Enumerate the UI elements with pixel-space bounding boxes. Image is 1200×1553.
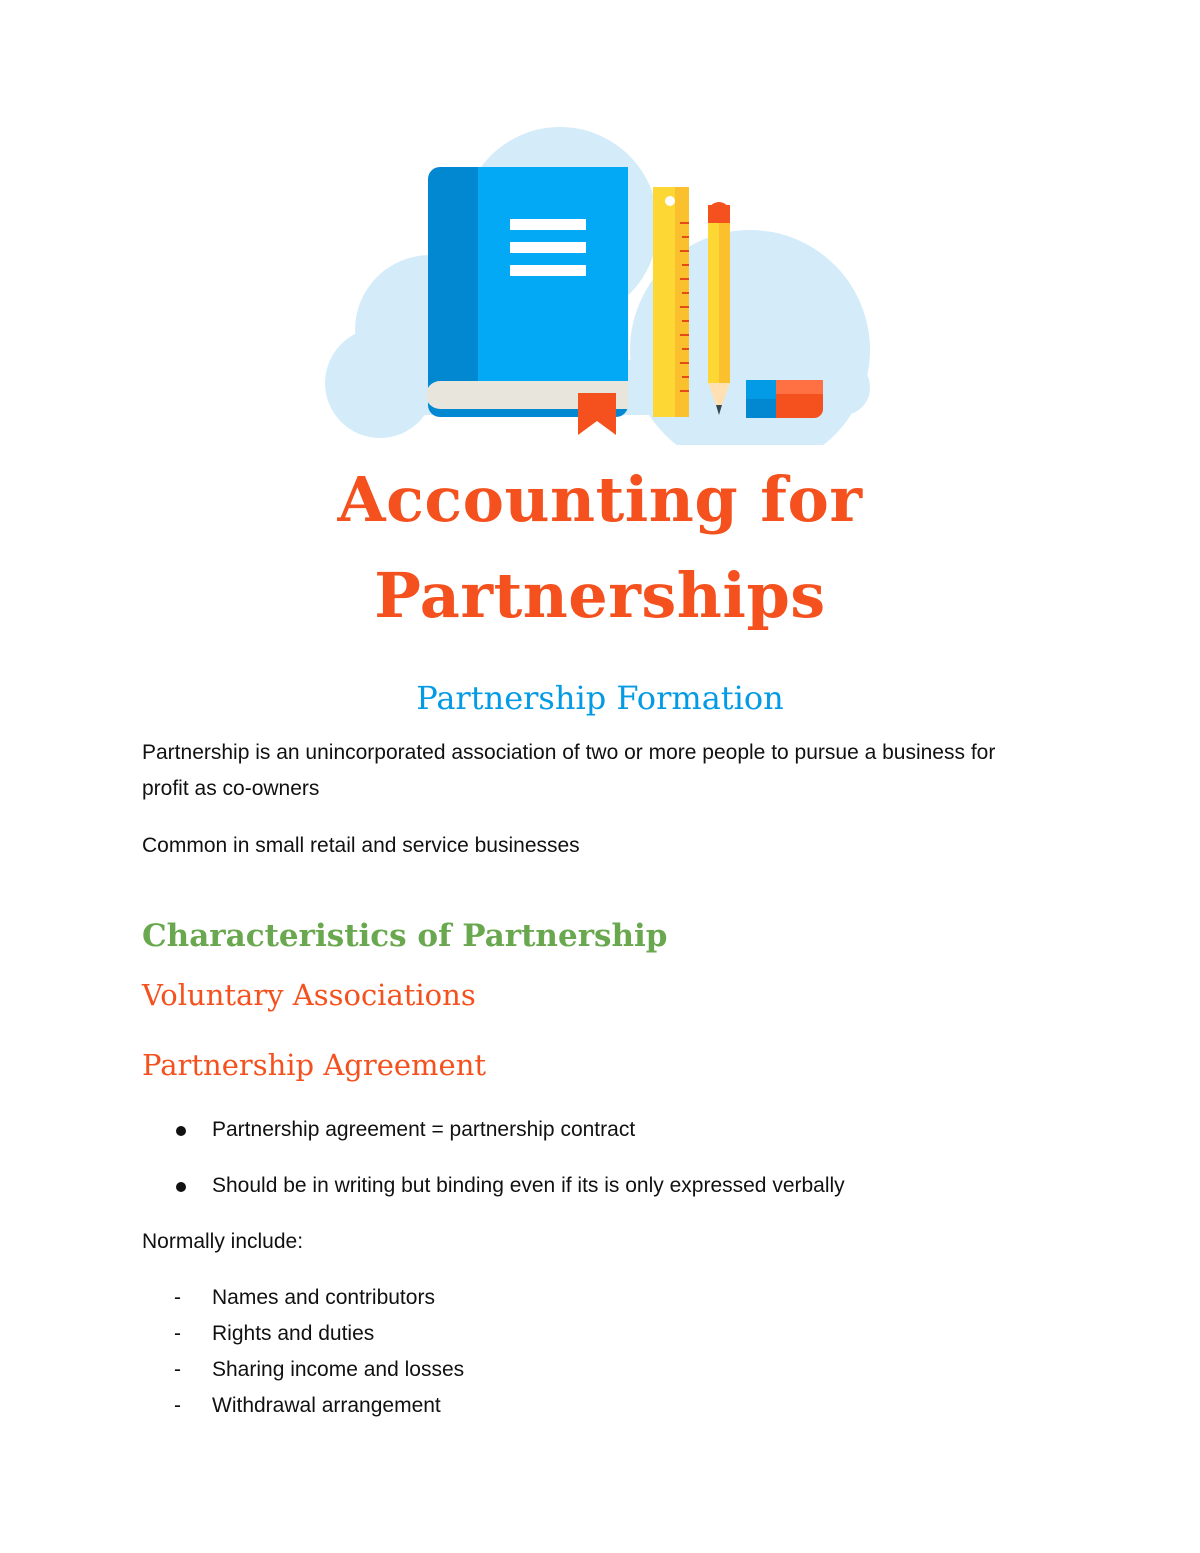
dash-item-text: Rights and duties bbox=[212, 1322, 375, 1345]
dash-item-text: Names and contributors bbox=[212, 1286, 435, 1309]
subheading-voluntary-associations: Voluntary Associations bbox=[142, 978, 476, 1012]
bullet-dot-icon bbox=[176, 1126, 186, 1136]
book-icon bbox=[426, 167, 628, 417]
header-illustration bbox=[320, 125, 880, 445]
document-title-line-2: Partnerships bbox=[374, 559, 826, 632]
bookmark-icon bbox=[578, 393, 616, 435]
bullet-dot-icon bbox=[176, 1182, 186, 1192]
dash-list-item bbox=[0, 1388, 1000, 1424]
ruler-icon bbox=[653, 187, 689, 417]
header-illustration-svg bbox=[320, 125, 880, 445]
paragraph-common: Common in small retail and service businesses bbox=[142, 834, 580, 857]
bullet-item bbox=[0, 1112, 1100, 1148]
section-heading-characteristics: Characteristics of Partnership bbox=[142, 918, 668, 954]
document-title bbox=[0, 452, 1200, 644]
bullet-text: Should be in writing but binding even if its is only expressed verbally bbox=[212, 1174, 845, 1197]
dash-marker: - bbox=[174, 1286, 181, 1309]
bullet-item bbox=[0, 1168, 1100, 1204]
paragraph-definition: Partnership is an unincorporated association of two or more people to pursue a business for profit as co-owners bbox=[142, 741, 996, 800]
dash-item-text: Withdrawal arrangement bbox=[212, 1394, 441, 1417]
eraser-icon bbox=[746, 380, 823, 418]
dash-list-item bbox=[0, 1316, 1000, 1352]
dash-list-item bbox=[0, 1280, 1000, 1316]
dash-list-item bbox=[0, 1352, 1000, 1388]
dash-marker: - bbox=[174, 1394, 181, 1417]
paragraph-normally-include: Normally include: bbox=[142, 1230, 304, 1253]
section-title-formation: Partnership Formation bbox=[416, 679, 784, 717]
pencil-icon bbox=[708, 202, 730, 415]
dash-marker: - bbox=[174, 1358, 181, 1381]
document-title-line-1: Accounting for bbox=[337, 463, 863, 536]
dash-item-text: Sharing income and losses bbox=[212, 1358, 465, 1381]
subheading-partnership-agreement: Partnership Agreement bbox=[142, 1048, 487, 1082]
dash-marker: - bbox=[174, 1322, 181, 1345]
bullet-text: Partnership agreement = partnership contract bbox=[212, 1118, 636, 1141]
